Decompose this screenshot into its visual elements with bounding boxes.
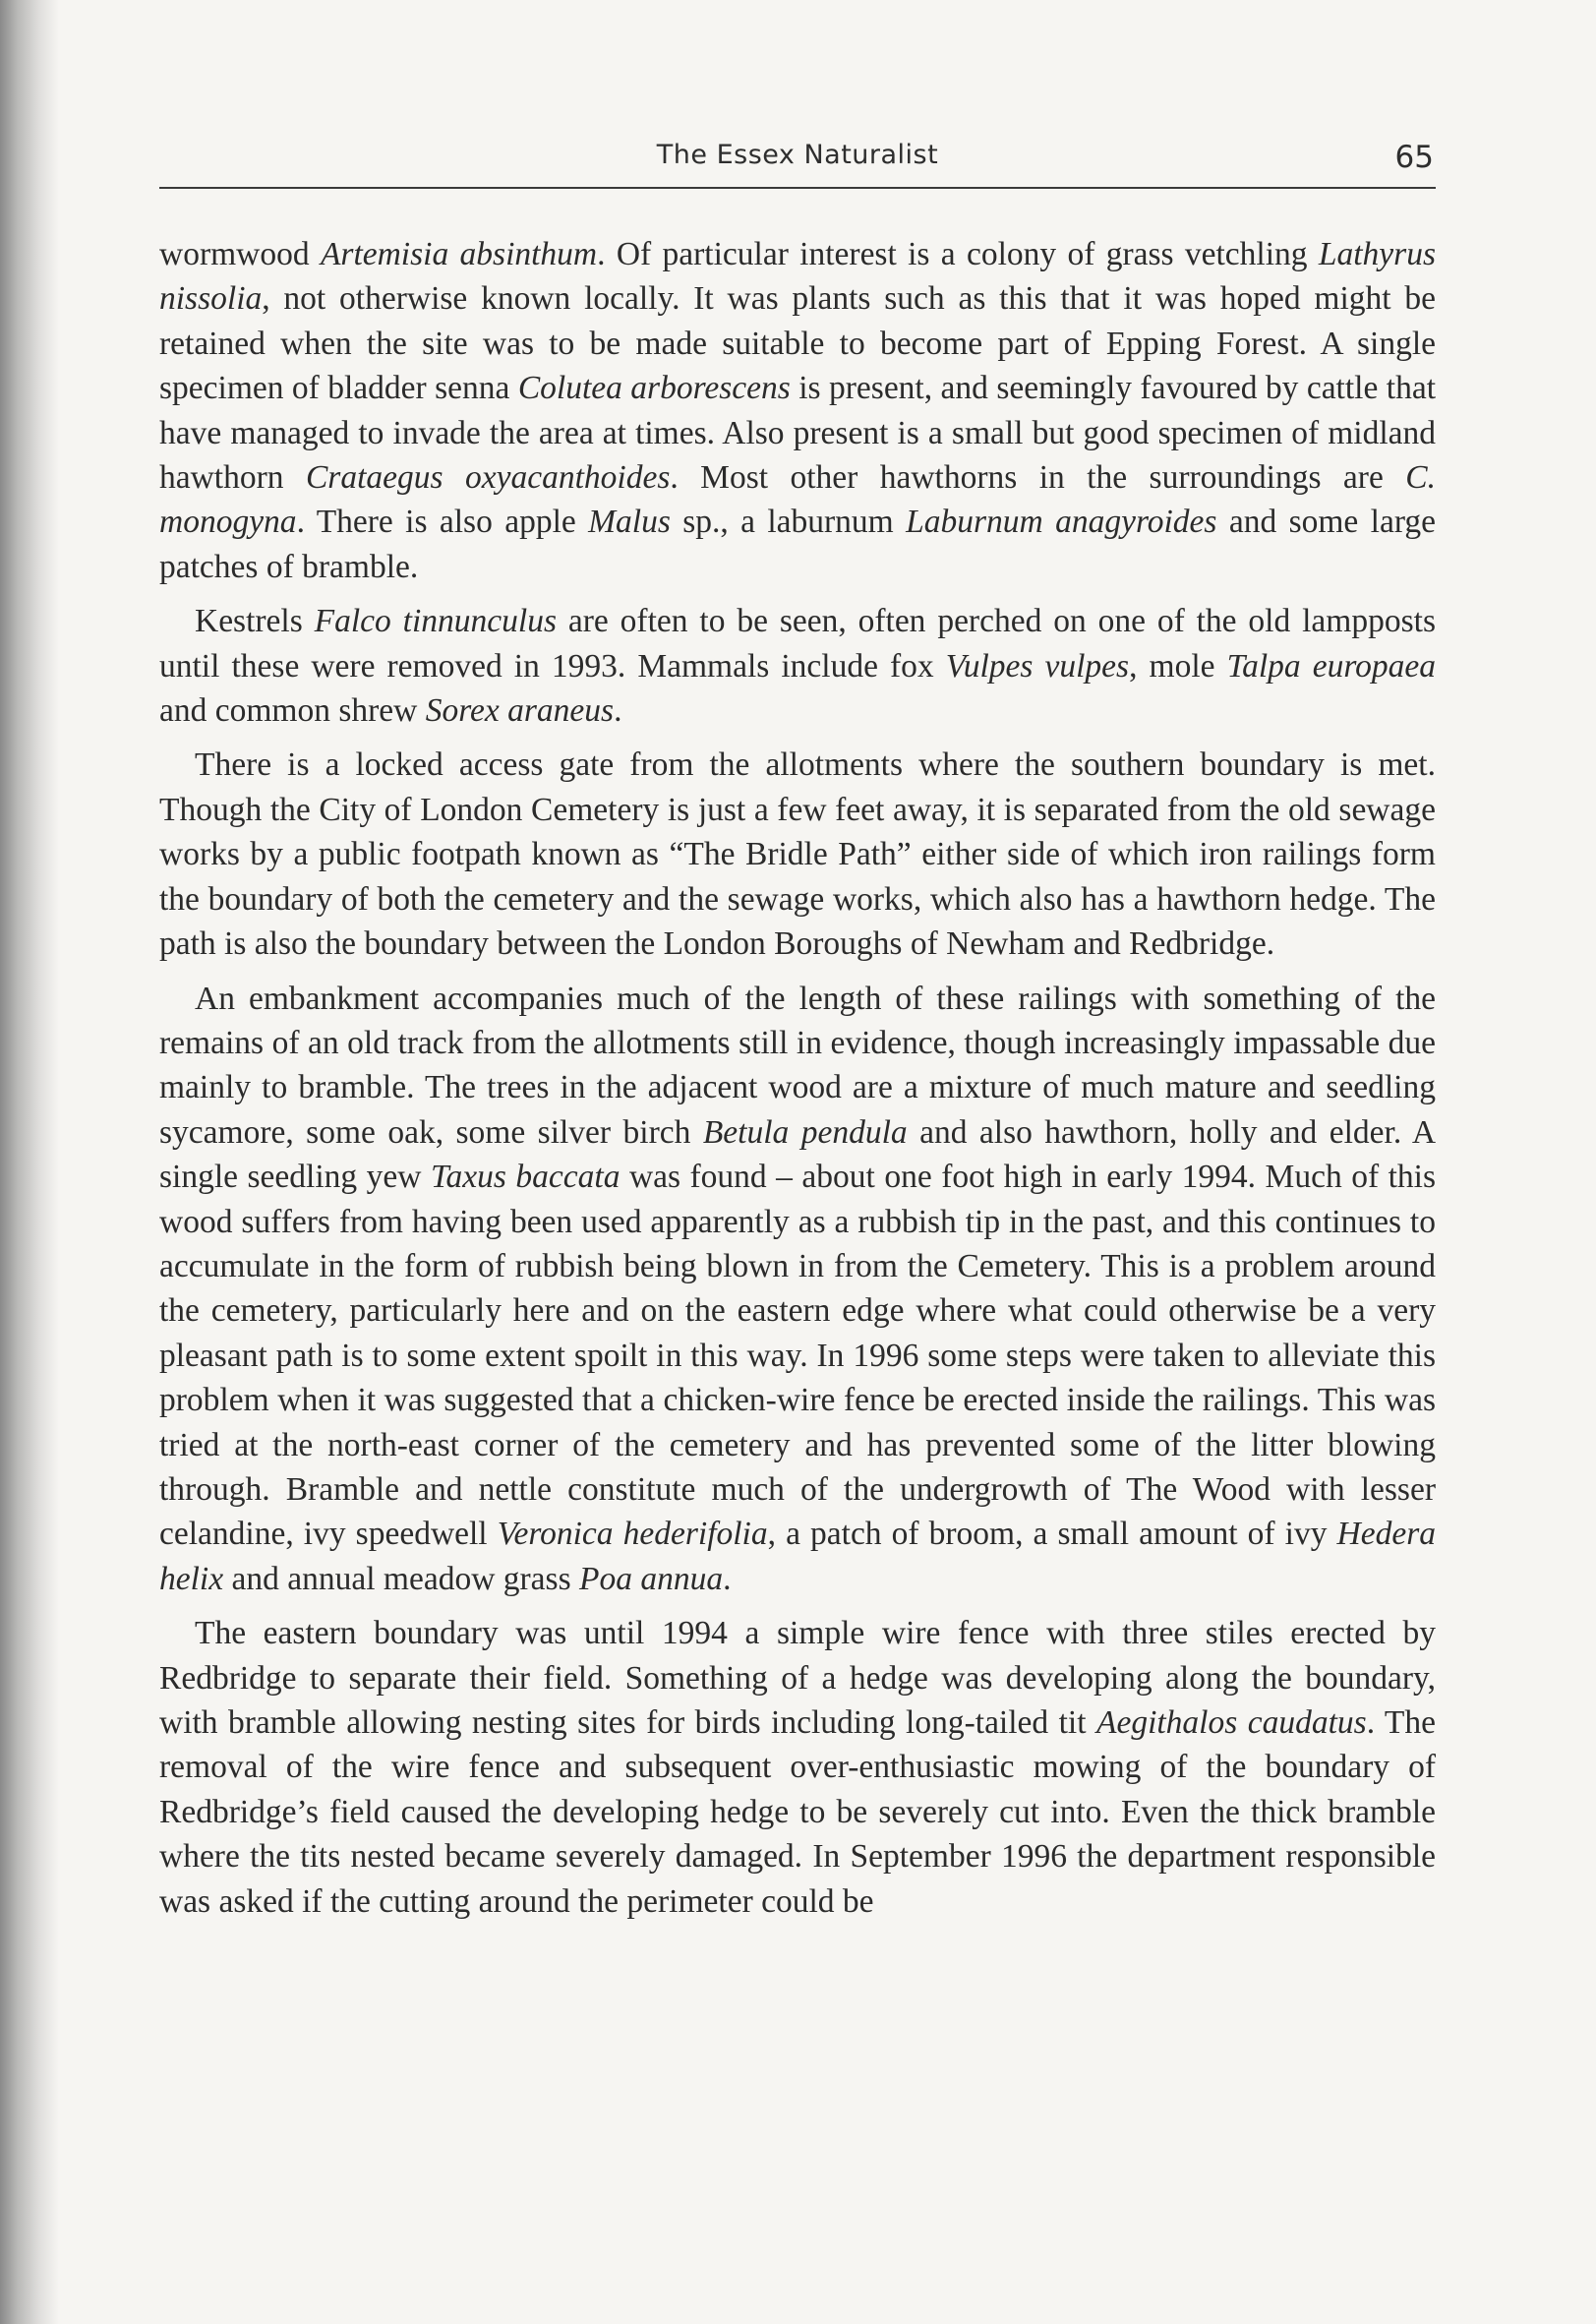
species-name: Vulpes vulpes bbox=[945, 647, 1130, 685]
text-run: There is a locked access gate from the allotments where the southern boundary is met. Though the City of London Cemetery is just a few feet away, it is separated from the old sewage works by a public footpath known as “The Bridle Path” either side of which iron railings form the boundary of both the cemetery and the sewage works, which also has a hawthorn hedge. The path is also the boundary between the London Boroughs of Newham and Redbridge. bbox=[159, 746, 1436, 963]
paragraph-5 bbox=[159, 1611, 1436, 1924]
species-name: Lathyrus nissolia bbox=[159, 236, 1436, 318]
text-run: The eastern boundary was until 1994 a simple wire fence with three stiles erected by Redbridge to separate their field. Something of a hedge was developing along the boundary, with bramble allowing nesting sites for birds including long-tailed tit bbox=[159, 1615, 1436, 1741]
text-run: An embankment accompanies much of the length of these railings with something of the remains of an old track from the allotments still in evidence, though increasingly impassable due mainly to bramble. The trees in the adjacent wood are a mixture of much mature and seedling sycamore, some oak, some silver birch bbox=[159, 980, 1436, 1151]
species-name: Sorex araneus bbox=[425, 692, 615, 730]
text-run: , mole bbox=[1129, 647, 1227, 685]
paragraph-4 bbox=[159, 977, 1436, 1602]
journal-title: The Essex Naturalist bbox=[656, 140, 939, 170]
text-run: wormwood bbox=[159, 236, 321, 272]
species-name: Poa annua bbox=[579, 1560, 724, 1597]
paragraph-1 bbox=[159, 232, 1436, 589]
text-run: sp., a laburnum bbox=[670, 504, 907, 541]
species-name: Hedera helix bbox=[159, 1516, 1436, 1597]
species-name: Laburnum anagyroides bbox=[906, 504, 1217, 541]
species-name: Veronica hederifolia bbox=[497, 1516, 768, 1553]
species-name: Betula pendula bbox=[702, 1113, 908, 1151]
text-run: and some large patches of bramble. bbox=[159, 504, 1436, 585]
species-name: Colutea arborescens bbox=[517, 370, 791, 407]
text-run: . Most other hawthorns in the surroundings are bbox=[670, 459, 1406, 497]
text-run: . Of particular interest is a colony of grass vetchling bbox=[597, 236, 1319, 272]
page-number: 65 bbox=[1394, 140, 1434, 175]
page-gutter-shadow bbox=[0, 0, 59, 2324]
text-run: . bbox=[614, 692, 622, 730]
body-text bbox=[159, 232, 1436, 1924]
species-name: Aegithalos caudatus bbox=[1095, 1704, 1367, 1741]
text-run: , a patch of broom, a small amount of ivy bbox=[767, 1516, 1337, 1553]
species-name: Artemisia absinthum bbox=[320, 236, 598, 272]
book-page bbox=[159, 136, 1436, 1934]
species-name: C. monogyna bbox=[159, 459, 1436, 541]
text-run: . The removal of the wire fence and subsequent over-enthusiastic mowing of the boundary of Redbridge’s field caused the developing hedge to be severely cut into. Even the thick bramble where the tits nested became severely damaged. In September 1996 the department responsible was asked if the cutting around the perimeter could be bbox=[159, 1704, 1436, 1920]
paragraph-3 bbox=[159, 743, 1436, 966]
text-run: was found – about one foot high in early 1994. Much of this wood suffers from having been used apparently as a rubbish tip in the past, and this continues to accumulate in the form of rubbish being blown in from the Cemetery. This is a problem around the cemetery, particularly here and on the eastern edge where what could otherwise be a very pleasant path is to some extent spoilt in this way. In 1996 some steps were taken to alleviate this problem when it was suggested that a chicken-wire fence be erected inside the railings. This was tried at the north-east corner of the cemetery and has prevented some of the litter blowing through. Bramble and nettle constitute much of the undergrowth of The Wood with lesser celandine, ivy speedwell bbox=[159, 1159, 1436, 1553]
paragraph-2 bbox=[159, 599, 1436, 733]
species-name: Falco tinnunculus bbox=[314, 603, 558, 640]
species-name: Malus bbox=[588, 504, 671, 541]
text-run: is present, and seemingly favoured by cattle that have managed to invade the area at times. Also present is a small but good specimen of midland hawthorn bbox=[159, 370, 1436, 497]
text-run: are often to be seen, often perched on one of the old lampposts until these were removed in 1993. Mammals include fox bbox=[159, 603, 1436, 685]
running-header bbox=[159, 136, 1436, 189]
text-run: Kestrels bbox=[195, 603, 315, 640]
species-name: Talpa europaea bbox=[1226, 647, 1437, 685]
text-run: , not otherwise known locally. It was plants such as this that it was hoped might be retained when the site was to be made suitable to become part of Epping Forest. A single specimen of bladder senna bbox=[159, 280, 1436, 407]
species-name: Taxus baccata bbox=[430, 1159, 621, 1196]
species-name: Crataegus oxyacanthoides bbox=[305, 459, 671, 497]
text-run: . There is also apple bbox=[296, 504, 589, 541]
text-run: and annual meadow grass bbox=[223, 1560, 579, 1597]
text-run: and common shrew bbox=[159, 692, 426, 730]
text-run: and also hawthorn, holly and elder. A single seedling yew bbox=[159, 1113, 1437, 1196]
text-run: . bbox=[723, 1560, 732, 1597]
